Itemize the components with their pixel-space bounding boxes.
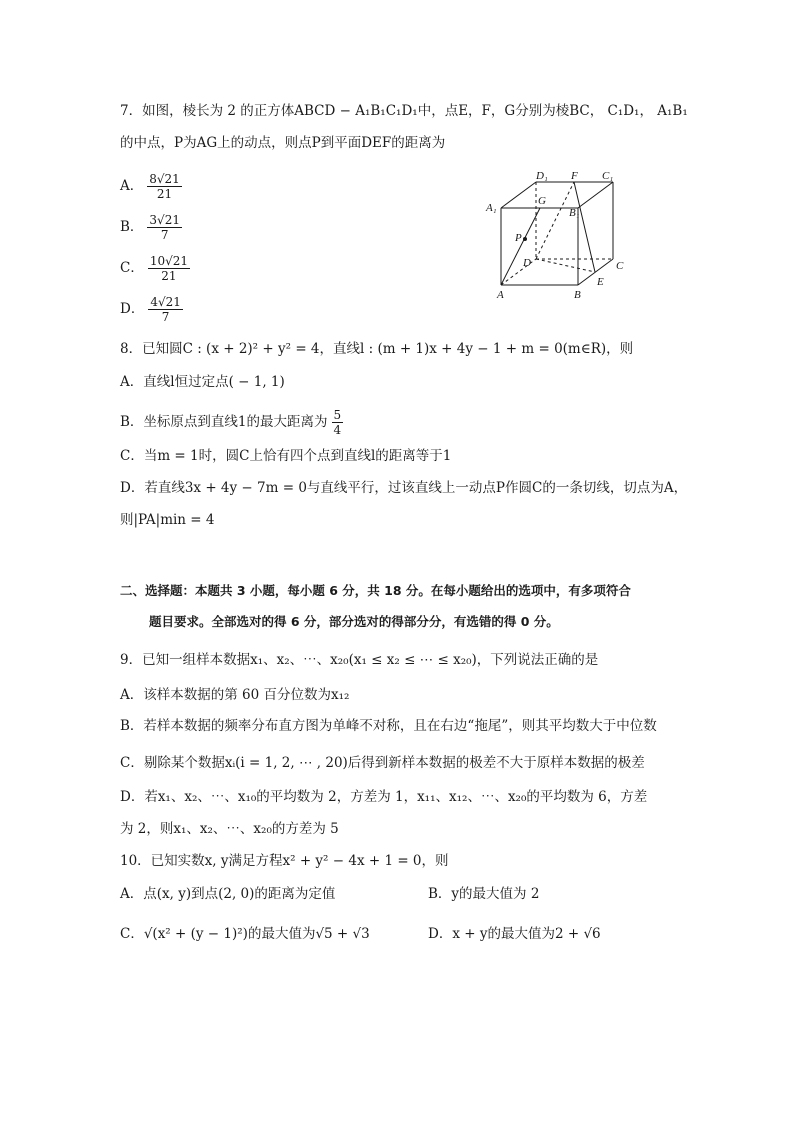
label-p: P: [515, 232, 522, 244]
q7-option-d-denominator: 7: [161, 310, 170, 324]
q7-option-a-denominator: 21: [156, 187, 173, 201]
q8-option-c: C．当m = 1时，圆C上恰有四个点到直线l的距离等于1: [120, 448, 452, 464]
q7-option-a-numerator: 8√21: [149, 172, 180, 186]
edge-d-e: [536, 259, 595, 272]
q9-option-b: B．若样本数据的频率分布直方图为单峰不对称，且在右边“拖尾”，则其平均数大于中位数: [120, 718, 657, 734]
label-c1: C₁: [602, 170, 614, 182]
label-f: F: [571, 170, 578, 182]
q10-option-b: B．y的最大值为 2: [428, 886, 540, 902]
label-e: E: [597, 276, 604, 288]
q7-option-c-denominator: 21: [161, 269, 177, 283]
q7-option-d: D． $\frac{4√21}{7}$: [120, 295, 181, 324]
q7-option-b: B． $\frac{3√21}{7}$: [120, 213, 180, 242]
cube-figure: [480, 165, 640, 310]
q8-option-d-line2: 则|PA|min = 4: [120, 512, 215, 528]
q10-option-d: D．x + y的最大值为2 + √6: [428, 926, 601, 942]
edge-c-b: [578, 259, 613, 285]
point-p: [523, 237, 527, 241]
edge-d-f: [536, 182, 574, 259]
q10-stem: 10．已知实数x, y满足方程x² + y² − 4x + 1 = 0，则: [120, 853, 449, 869]
q7-option-b-numerator: 3√21: [149, 213, 180, 227]
edge-a1-d1: [501, 182, 536, 208]
edge-c1-b1: [578, 182, 613, 208]
q7-stem-line1: 7．如图，棱长为 2 的正方体ABCD − A₁B₁C₁D₁中，点E，F，G分别为棱BC， C₁D₁， A₁B₁: [120, 103, 688, 119]
label-c: C: [616, 260, 624, 272]
q7-option-b-denominator: 7: [160, 228, 169, 242]
section2-heading-line2: 题目要求。全部选对的得 6 分，部分选对的得部分分，有选错的得 0 分。: [149, 614, 559, 629]
q9-option-c: C．剔除某个数据xᵢ(i = 1, 2, ⋯ , 20)后得到新样本数据的极差不大于原样本数据的极差: [120, 755, 645, 771]
label-d1: D₁: [536, 170, 548, 182]
label-g: G: [538, 195, 546, 207]
label-a: A: [497, 289, 504, 301]
label-d: D: [523, 257, 531, 269]
q7-option-c: C． $\frac{10√21}{21}$: [120, 254, 189, 283]
label-b: B: [574, 289, 581, 301]
q8-b-numerator: 5: [333, 408, 342, 422]
label-a1: A₁: [486, 202, 497, 214]
q9-option-d-line1: D．若x₁、x₂、⋯、x₁₀的平均数为 2，方差为 1，x₁₁、x₁₂、⋯、x₂₀的平均数为 6，方差: [120, 789, 648, 805]
label-b1: B₁: [569, 207, 580, 219]
q9-option-a: A．该样本数据的第 60 百分位数为x₁₂: [120, 687, 350, 703]
q7-option-d-numerator: 4√21: [150, 295, 181, 309]
q7-stem-line2: 的中点，P为AG上的动点，则点P到平面DEF的距离为: [120, 135, 446, 151]
q8-option-d-line1: D．若直线3x + 4y − 7m = 0与直线平行，过该直线上一动点P作圆C的一条切线，切点为A，: [120, 480, 688, 496]
q8-stem: 8．已知圆C : (x + 2)² + y² = 4，直线l : (m + 1)x + 4y − 1 + m = 0(m∈R)，则: [120, 341, 634, 357]
q8-option-b: B．坐标原点到直线1的最大距离为 $\frac{5}{4}$: [120, 408, 342, 437]
q10-option-a: A．点(x, y)到点(2, 0)的距离为定值: [120, 886, 336, 902]
q8-b-denominator: 4: [333, 423, 342, 437]
section2-heading-line1: 二、选择题：本题共 3 小题，每小题 6 分，共 18 分。在每小题给出的选项中，有多项符合: [120, 583, 631, 598]
q10-option-c: C．√(x² + (y − 1)²)的最大值为√5 + √3: [120, 926, 370, 942]
q9-option-d-line2: 为 2，则x₁、x₂、⋯、x₂₀的方差为 5: [120, 821, 339, 837]
q7-option-a: A． $\frac{8√21}{21}$: [120, 172, 180, 201]
q8-option-a: A．直线l恒过定点( − 1, 1): [120, 374, 285, 390]
q9-stem: 9．已知一组样本数据x₁、x₂、⋯、x₂₀(x₁ ≤ x₂ ≤ ⋯ ≤ x₂₀)，下列说法正确的是: [120, 652, 599, 668]
q7-option-c-numerator: 10√21: [149, 254, 189, 268]
segment-a-g: [501, 208, 540, 285]
